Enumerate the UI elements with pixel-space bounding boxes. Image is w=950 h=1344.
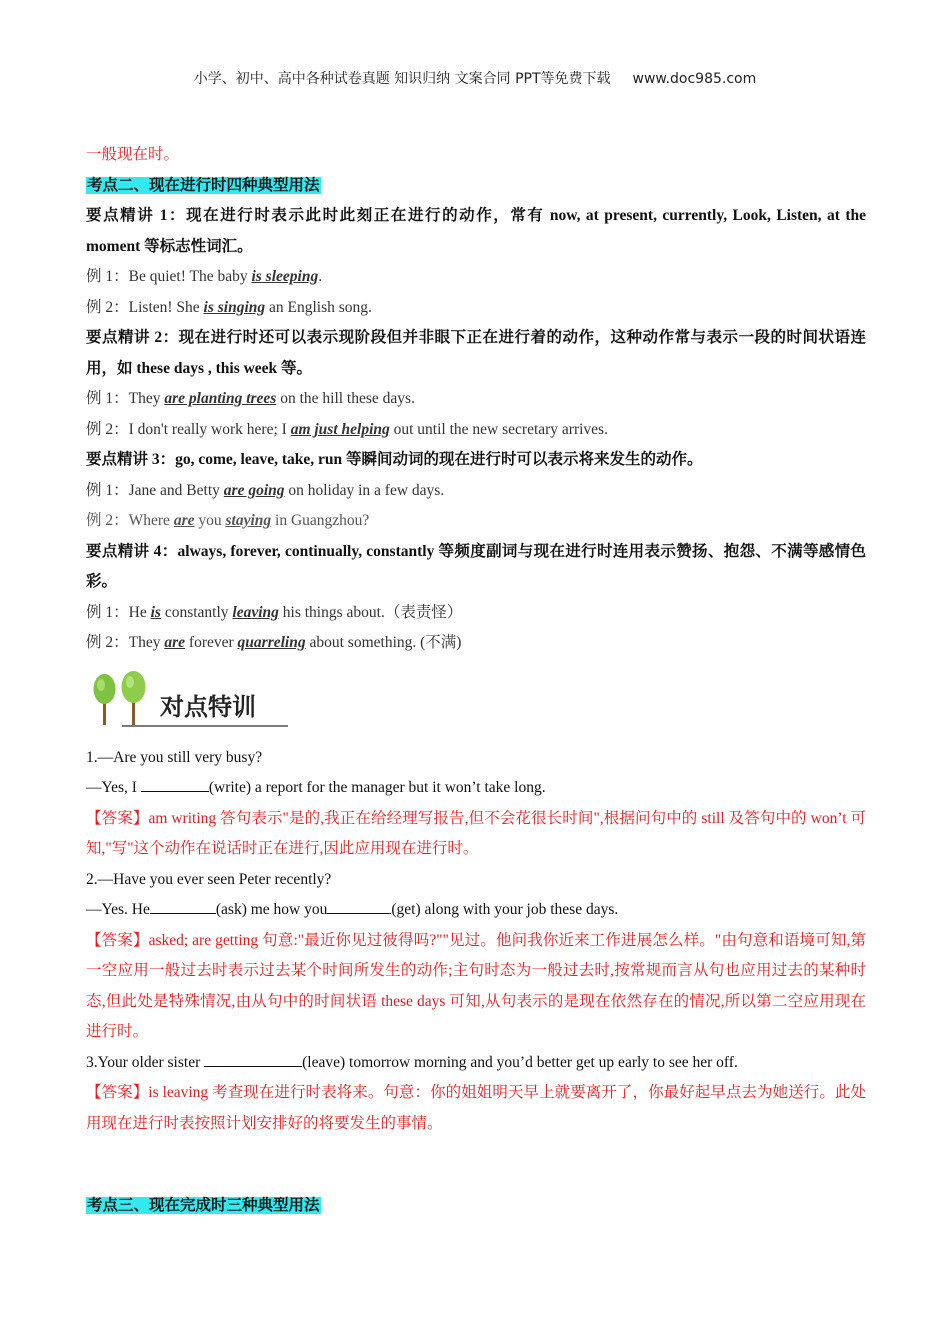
point-4-label: 要点精讲 4：	[86, 542, 178, 560]
answer-key: is leaving	[148, 1084, 209, 1101]
point-4-example-2: 例 2：They are forever quarreling about something. (不满)	[86, 634, 462, 651]
point-2-example-2: 例 2：I don't really work here; I am just helping out until the new secretary arrives.	[86, 420, 608, 438]
keyword: are	[173, 512, 195, 529]
header-url[interactable]: www.doc985.com	[632, 71, 757, 87]
keyword: is	[150, 603, 161, 621]
intro-tail: 一般现在时。	[86, 146, 180, 163]
point-3-label: 要点精讲 3：	[86, 451, 176, 468]
point-3-example-1: 例 1：Jane and Betty are going on holiday in a few days.	[86, 481, 445, 499]
exercise-2-answer	[86, 926, 866, 1048]
answer-blank[interactable]	[141, 777, 209, 792]
exercise-1-answer	[86, 804, 866, 865]
exercise-1-question: 1.—Are you still very busy?	[86, 748, 263, 766]
answer-tag: 【答案】	[86, 931, 149, 949]
keyword: quarreling	[237, 634, 306, 651]
point-1-example-1: 例 1：Be quiet! The baby is sleeping.	[86, 268, 323, 285]
point-1-label: 要点精讲 1：	[86, 207, 187, 224]
answer-tag: 【答案】	[86, 1084, 149, 1101]
exercise-3-question: 3.Your older sister (leave) tomorrow morning and you’d better get up early to see her off.	[86, 1053, 738, 1071]
keyword: are going	[223, 481, 285, 499]
banner-underline	[122, 725, 288, 727]
keyword: are planting trees	[164, 390, 277, 407]
answer-key: am writing	[148, 809, 217, 827]
keyword: leaving	[232, 603, 279, 621]
header-text: 小学、初中、高中各种试卷真题 知识归纳 文案合同 PPT等免费下载	[193, 71, 611, 87]
point-4-text: always, forever, continually, constantly 等频度副词与现在进行时连用表示赞扬、抱怨、不满等感情色彩。	[86, 542, 866, 590]
point-4-example-1: 例 1：He is constantly leaving his things about.（表责怪）	[86, 603, 463, 621]
keyword: is sleeping	[251, 268, 319, 285]
exercise-3-answer	[86, 1078, 866, 1139]
keyword: are	[164, 634, 186, 651]
keyword: is singing	[203, 298, 266, 316]
answer-key: asked; are getting	[148, 931, 259, 949]
point-1	[86, 201, 866, 262]
document-body	[86, 140, 866, 1222]
answer-blank[interactable]	[327, 899, 391, 914]
answer-tag: 【答案】	[86, 809, 149, 827]
section3-title: 考点三、现在完成时三种典型用法	[87, 1197, 320, 1214]
point-3	[86, 445, 866, 476]
point-3-example-2: 例 2：Where are you staying in Guangzhou?	[86, 512, 370, 529]
tree-icon	[88, 665, 158, 727]
exercise-2-question: 2.—Have you ever seen Peter recently?	[86, 870, 332, 888]
point-2	[86, 323, 866, 384]
answer-explanation: 答句表示"是的,我正在给经理写报告,但不会花很长时间",根据问句中的 still 及答句中的 won’t 可知,"写"这个动作在说话时正在进行,因此应用现在进行时。	[86, 809, 866, 857]
section2-title: 考点二、现在进行时四种典型用法	[87, 176, 320, 194]
answer-blank[interactable]	[204, 1052, 302, 1067]
practice-banner	[86, 665, 866, 731]
point-2-text: 现在进行时还可以表示现阶段但并非眼下正在进行着的动作，这种动作常与表示一段的时间状语连用，如 these days , this week 等。	[86, 329, 866, 377]
keyword: am just helping	[290, 420, 390, 438]
point-1-example-2: 例 2：Listen! She is singing an English song.	[86, 298, 372, 316]
point-1-text: 现在进行时表示此时此刻正在进行的动作，常有 now, at present, currently, Look, Listen, at the moment 等标志性词汇。	[86, 207, 866, 255]
point-2-label: 要点精讲 2：	[86, 329, 179, 346]
keyword: staying	[225, 512, 272, 529]
exercise-2-response: —Yes. He (ask) me how you (get) along with your job these days.	[86, 901, 619, 918]
point-4	[86, 537, 866, 598]
banner-title: 对点特训	[160, 692, 256, 721]
exercise-1-response: —Yes, I (write) a report for the manager but it won’t take long.	[86, 779, 546, 796]
point-3-text: go, come, leave, take, run 等瞬间动词的现在进行时可以表示将来发生的动作。	[175, 451, 703, 468]
page-header	[0, 68, 950, 88]
point-2-example-1: 例 1：They are planting trees on the hill these days.	[86, 390, 415, 407]
answer-explanation: 考查现在进行时表将来。句意：你的姐姐明天早上就要离开了，你最好起早点去为她送行。此处用现在进行时表按照计划安排好的将要发生的事情。	[86, 1084, 866, 1132]
answer-explanation: 句意:"最近你见过彼得吗?""见过。他问我你近来工作进展怎么样。"由句意和语境可知,第一空应用一般过去时表示过去某个时间所发生的动作;主句时态为一般过去时,按常规而言从句也应用过去的某种时态,但此处是特殊情况,由从句中的时间状语 these days 可知,从句表示的是现在依然存在的情况,所以第二空应用现在进行时。	[86, 931, 866, 1040]
answer-blank[interactable]	[150, 899, 216, 914]
